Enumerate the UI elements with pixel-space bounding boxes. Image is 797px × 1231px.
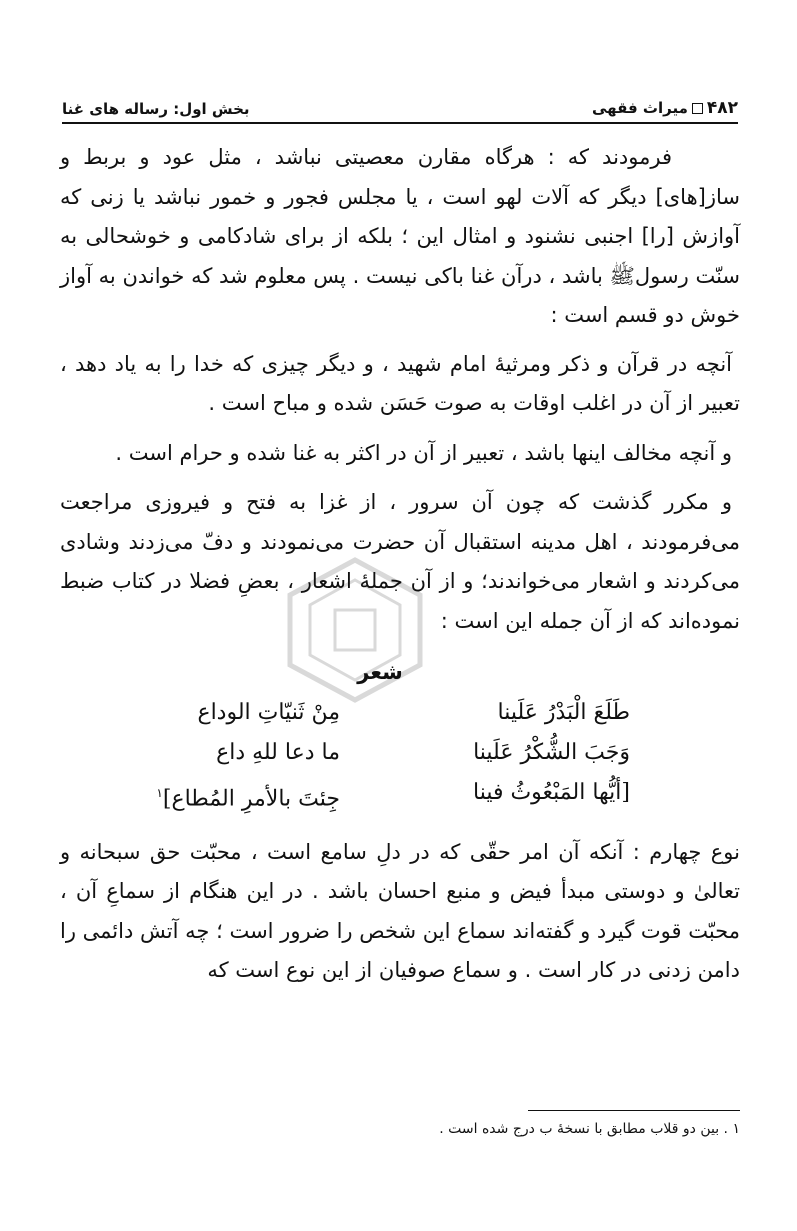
poem-verse [60,773,740,819]
verse-hemistich-2: مِنْ ثَنيّاتِ الوداع [197,699,340,725]
poem-title: شعر [357,660,403,684]
paragraph-5: نوع چهارم : آنکه آن امر حقّی که در دلِ سامع است ، محبّت حق سبحانه و تعالیٰ و دوستی مبدأ فیض و منبع احسان باشد . در این هنگام از سماعِ آن ، محبّت قوت گیرد و گفته‌اند سماع این شخص را ضرور است ؛ چه آتش دائمی را دامن زدنی در کار است . و سماع صوفیان از این نوع است که [60,839,740,983]
poem [60,693,740,819]
poem-verse [60,733,740,773]
square-icon [692,103,703,114]
paragraph-2: آنچه در قرآن و ذکر ومرثیهٔ امام شهید ، و دیگر چیزی که خدا را به یاد دهد ، تعبیر از آن در اغلب اوقات به صوت حَسَن شده و مباح است . [60,351,740,415]
footnote-ref: ۱ [156,785,163,800]
page-number: ۴۸۲ [706,98,738,118]
footnote-divider [528,1110,740,1111]
verse-hemistich-2: ما دعا للهِ داع [216,739,340,765]
paragraph-3: و آنچه مخالف اینها باشد ، تعبیر از آن در اکثر به غنا شده و حرام است . [115,440,732,465]
main-text [60,138,740,991]
paragraph-1: فرمودند که : هرگاه مقارن معصیتی نباشد ، مثل عود و بربط و ساز[های] دیگر که آلات لهو است ، یا مجلس فجور و خمور نباشد یا زنی که آوازش [را] اجنبی نشنود و امثال این ؛ بلکه از برای شادکامی و خوشحالی به سنّت رسولﷺ باشد ، درآن غنا باکی نیست . پس معلوم شد که خواندن به آواز خوش دو قسم است : [60,145,740,327]
book-title: میراث فقهی [591,99,688,117]
verse-hemistich-1: طَلَعَ الْبَدْرُ عَلَينا [497,699,630,725]
verse-hemistich-2: جِئتَ بالأمرِ المُطاع]$^۱$ [156,785,340,811]
footnote: ۱ . بین دو قلاب مطابق با نسخهٔ ب درج شده است . [439,1121,740,1137]
running-header [62,86,738,124]
header-right [592,98,738,118]
verse-hemistich-1: وَجَبَ الشُّكْرُ عَلَينا [473,739,630,765]
section-title: بخش اول: رساله های غنا [62,100,250,118]
poem-verse [60,693,740,733]
paragraph-4: و مکرر گذشت که چون آن سرور ، از غزا به فتح و فیروزی مراجعت می‌فرمودند ، اهل مدینه استقبال آن حضرت می‌نمودند و دفّ می‌زدند وشادی می‌کردند و اشعار می‌خواندند؛ و از آن جملهٔ اشعار ، بعضِ فضلا در کتاب ضبط نموده‌اند که از آن جمله این است : [60,490,740,633]
verse-hemistich-1: [أيُّها المَبْعُوثُ فينا [472,779,630,805]
